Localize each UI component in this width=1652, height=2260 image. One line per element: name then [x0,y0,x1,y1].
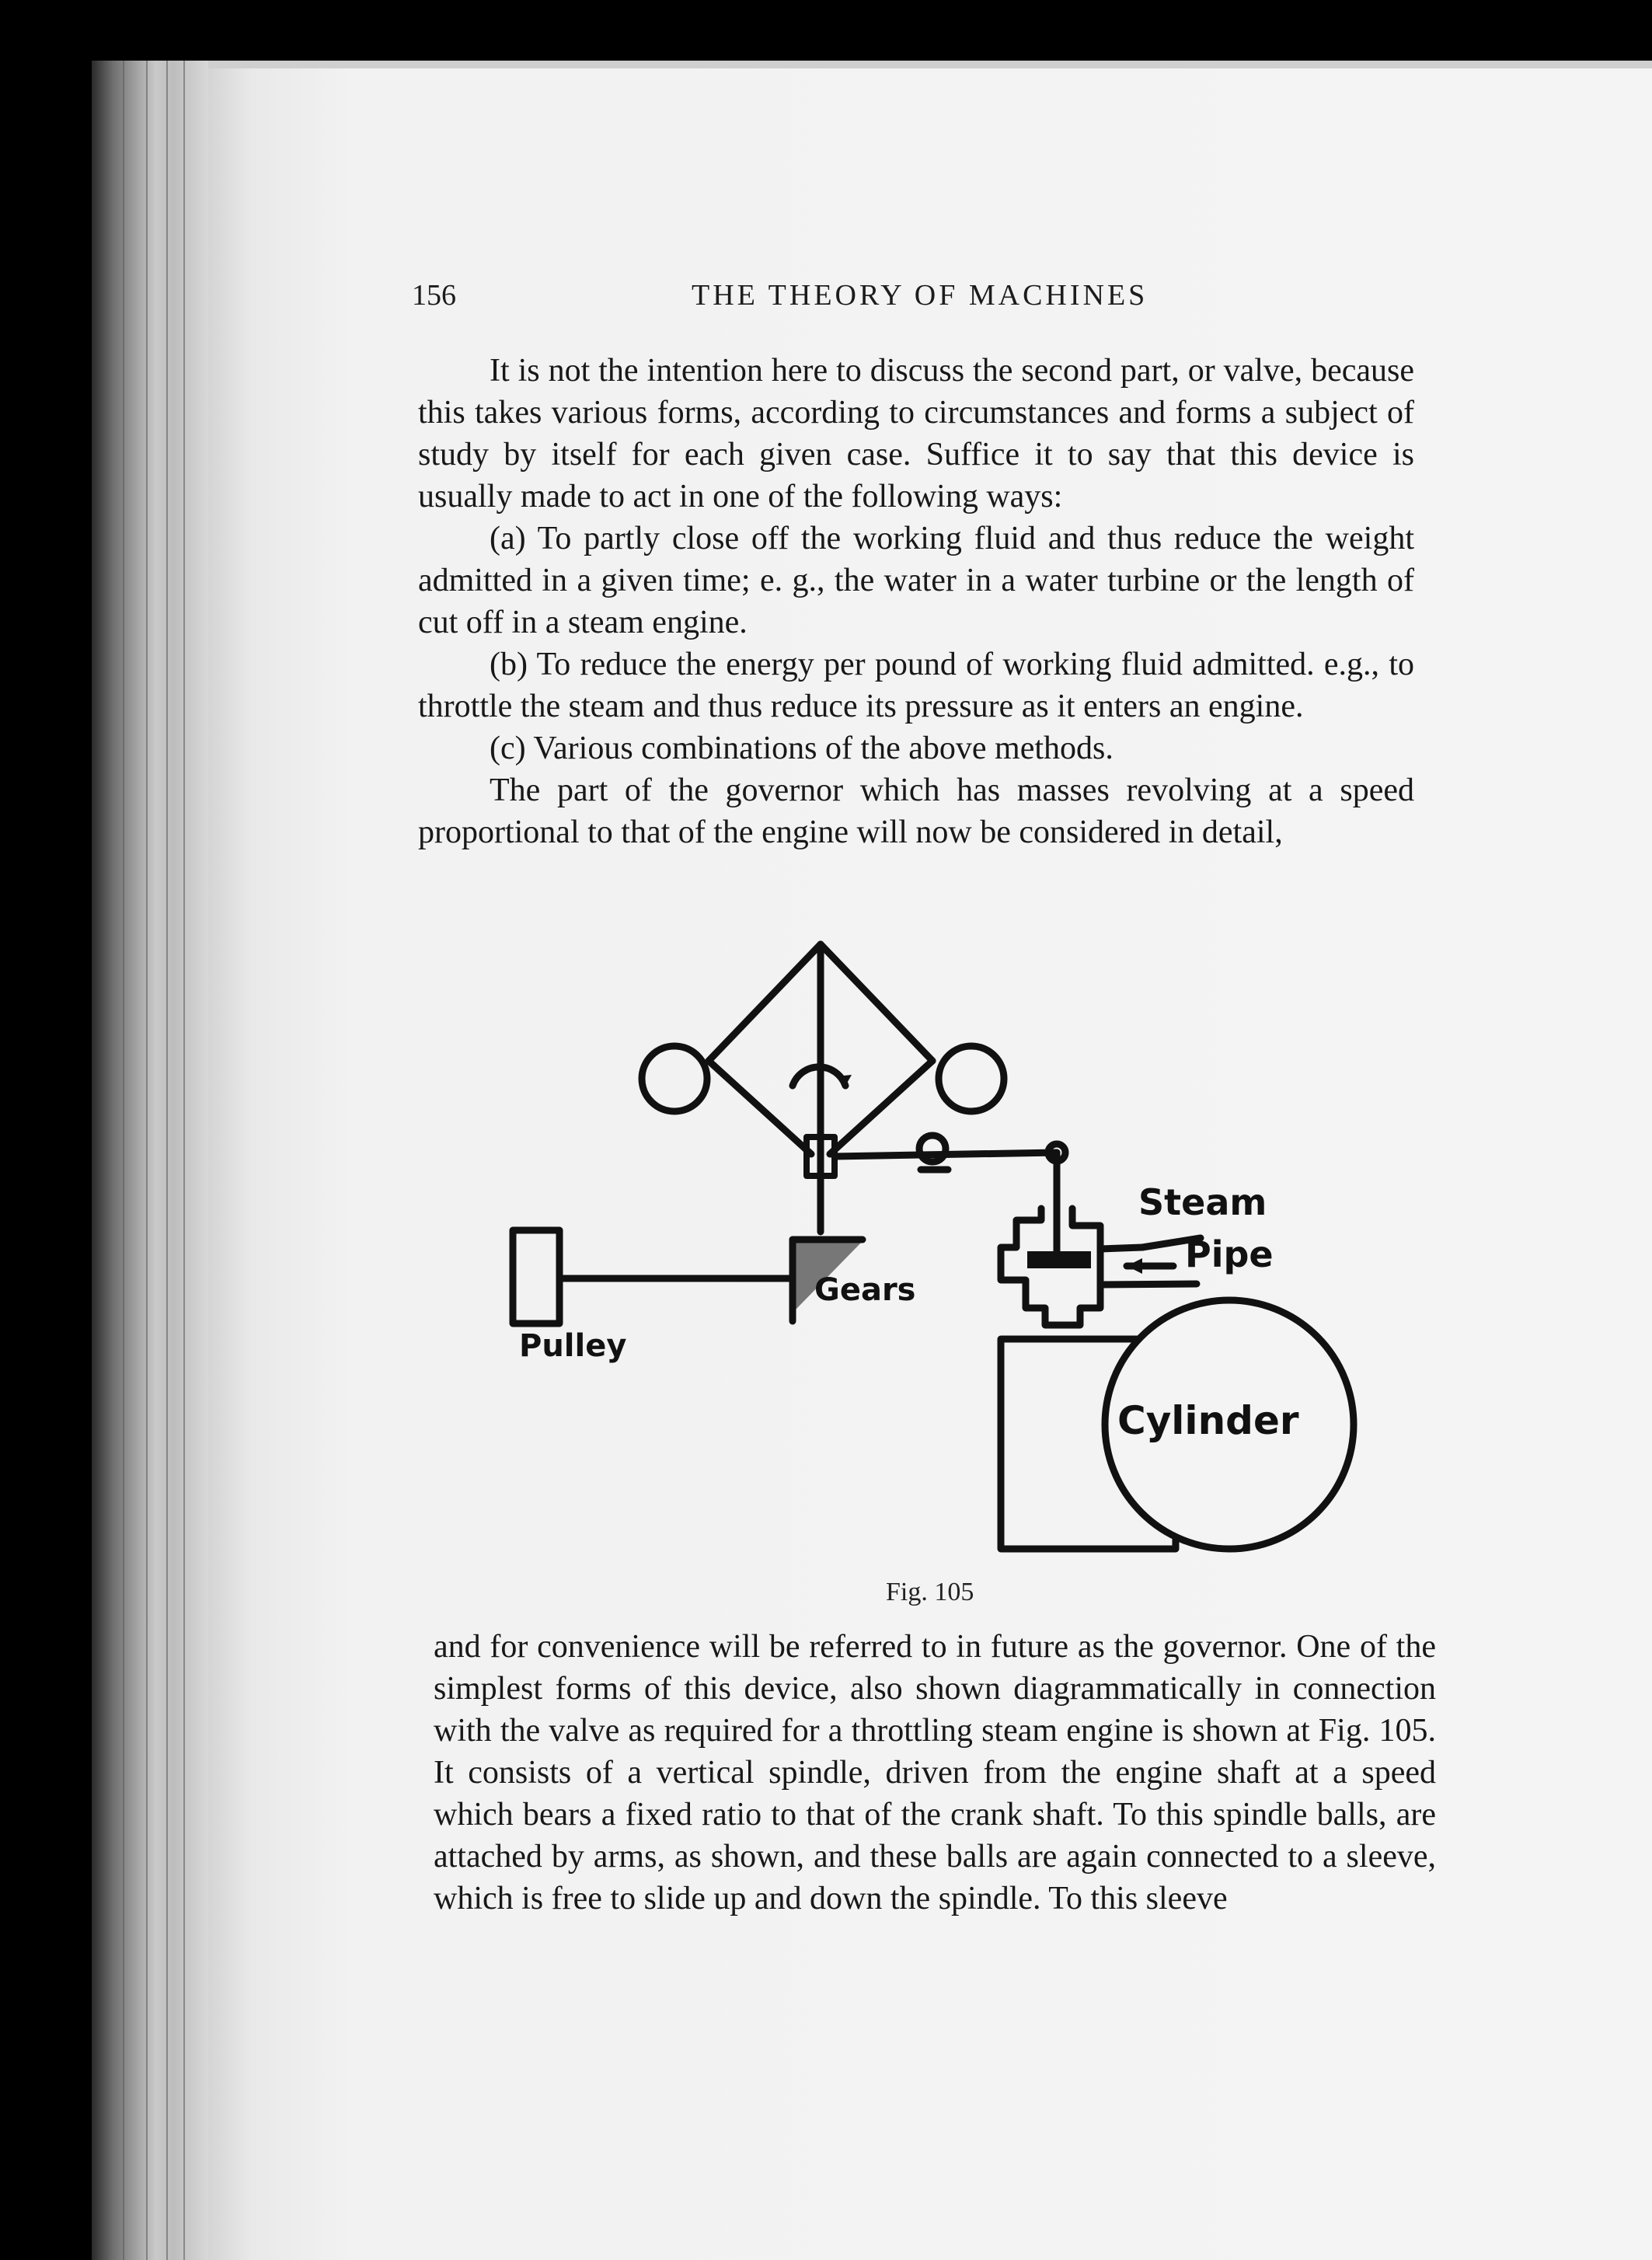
label-steam: Steam [1138,1181,1267,1223]
paragraph: It is not the intention here to discuss the second part, or valve, because this takes various forms, according to circumstances and forms a subject of study by itself for each given case. Suffice it to say that this device is usually made to act in one of the following ways: [418,353,1414,514]
ball-right [939,1046,1004,1111]
paragraph: (c) Various combinations of the above methods. [490,731,1114,766]
pipe-upper [1100,1247,1142,1249]
paragraph: The part of the governor which has masses revolving at a speed proportional to that of the engine will now be considered in detail, [418,773,1414,850]
arm-right [821,944,932,1061]
pipe-lower [1100,1284,1197,1285]
pulley [513,1230,559,1324]
body-text-bottom [434,1626,1436,1920]
label-pipe: Pipe [1185,1233,1274,1275]
label-gears: Gears [814,1272,916,1308]
body-text-top [418,350,1414,853]
ball-left [642,1046,707,1111]
paragraph: and for convenience will be referred to in future as the governor. One of the simplest forms of this device, also shown diagrammatically in connection with the valve as required for a throttling steam engine is shown at Fig. 105. It consists of a vertical spindle, driven from the engine shaft at a speed which bears a fixed ratio to that of the crank shaft. To this spindle balls, are attached by arms, as shown, and these balls are again connected to a sleeve, which is free to slide up and down the spindle. To this sleeve [434,1629,1436,1916]
paragraph: (b) To reduce the energy per pound of working fluid admitted. e.g., to throttle the steam and thus reduce its pressure as it enters an engine. [418,647,1414,724]
pipe-arrow-head [1127,1258,1142,1274]
figure-caption: Fig. 105 [886,1578,974,1606]
arm-left [709,944,821,1061]
valve-piston [1027,1251,1091,1268]
page-top-edge [208,61,1652,68]
page-number: 156 [412,279,456,312]
label-pulley: Pulley [519,1328,627,1364]
label-cylinder: Cylinder [1117,1398,1299,1443]
governor-diagram [482,921,1383,1574]
running-title: THE THEORY OF MACHINES [692,279,1148,312]
paragraph: (a) To partly close off the working fluid and thus reduce the weight admitted in a given time; e. g., the water in a water turbine or the length of cut off in a steam engine. [418,521,1414,640]
link-right [830,1061,932,1154]
rotation-arrow-head [836,1075,852,1086]
book-binding [92,61,208,2260]
